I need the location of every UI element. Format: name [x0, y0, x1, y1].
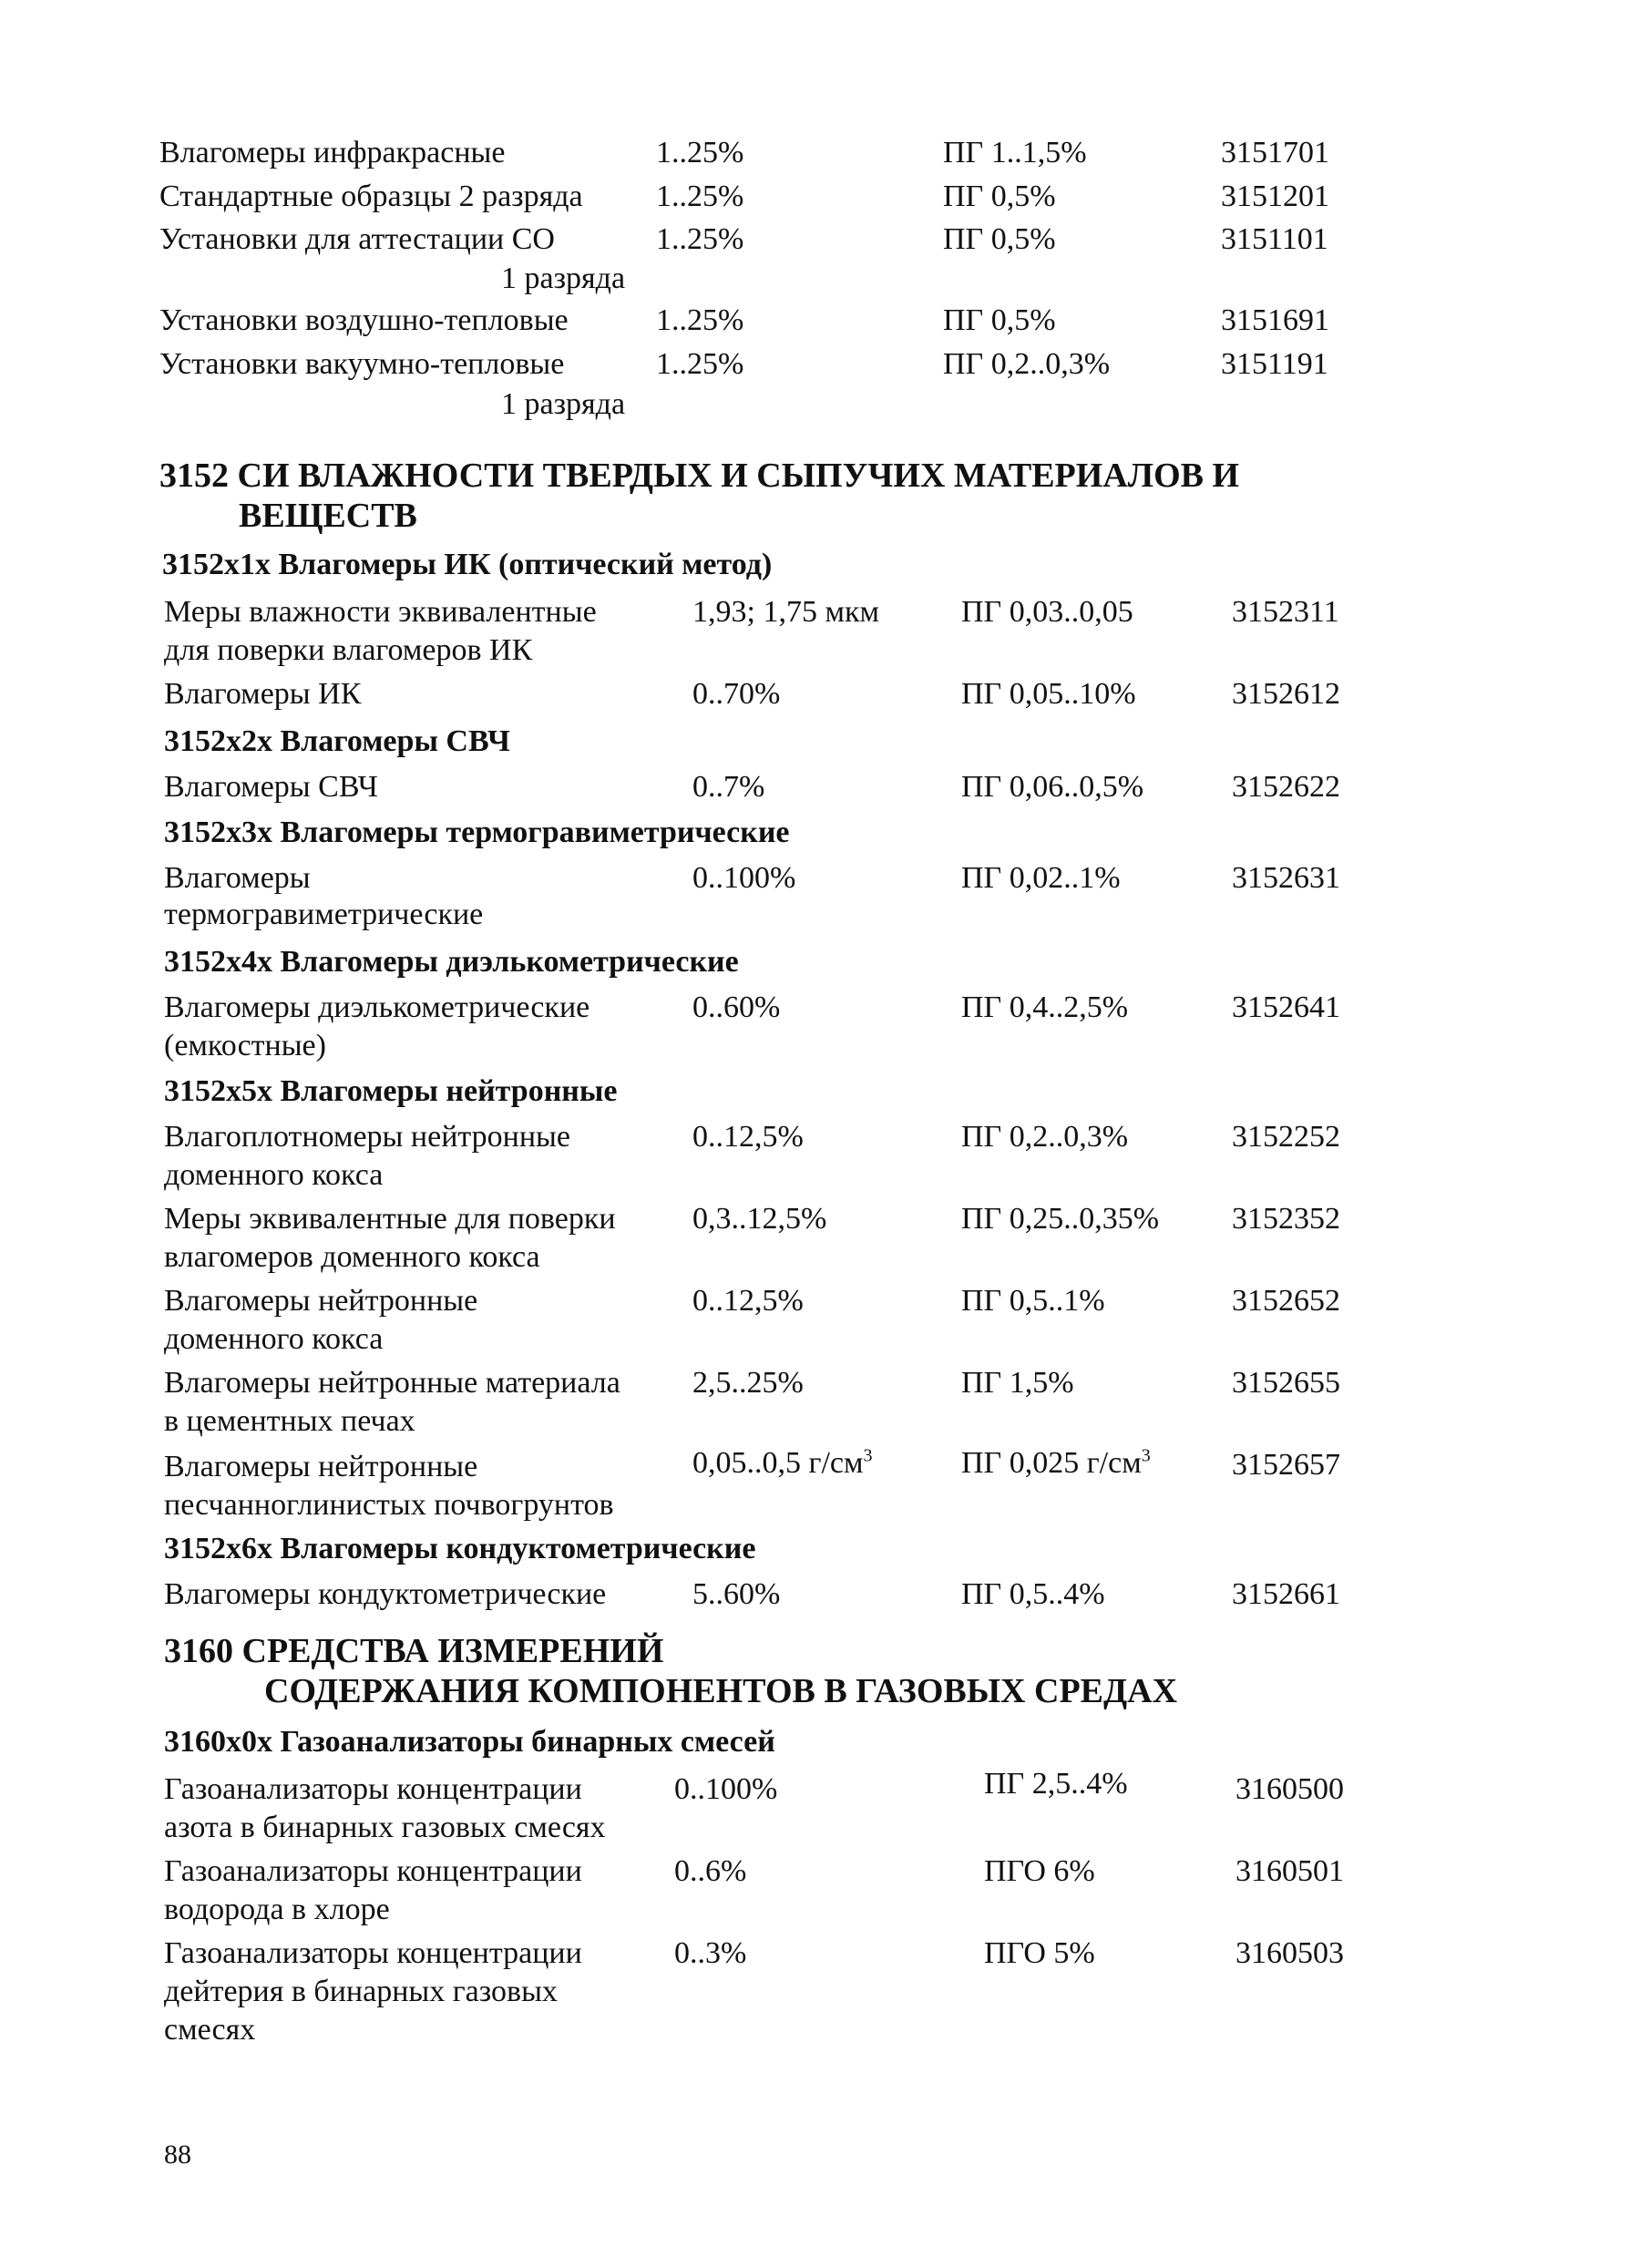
row-name: Влагомеры диэлькометрические [164, 990, 590, 1024]
row-accuracy: ПГ 0,4..2,5% [961, 990, 1129, 1024]
row-code: 3160501 [1235, 1854, 1344, 1888]
section-title-cont: СОДЕРЖАНИЯ КОМПОНЕНТОВ В ГАЗОВЫХ СРЕДАХ [264, 1672, 1178, 1710]
row-name: Газоанализаторы концентрации [164, 1936, 582, 1970]
row-accuracy: ПГО 6% [984, 1854, 1095, 1888]
row-code: 3151101 [1221, 222, 1328, 256]
row-range [692, 1445, 873, 1482]
row-range: 0..7% [692, 770, 765, 804]
row-name-cont: термогравиметрические [164, 898, 484, 931]
row-accuracy: ПГ 2,5..4% [984, 1767, 1128, 1801]
row-accuracy: ПГ 0,5..1% [961, 1284, 1105, 1318]
row-name: Меры эквивалентные для поверки [164, 1202, 616, 1236]
row-name-cont: 1 разряда [501, 262, 626, 295]
row-range: 1..25% [656, 180, 744, 213]
row-code: 3151191 [1221, 347, 1328, 381]
row-range: 1..25% [656, 347, 744, 381]
row-code: 3152311 [1232, 595, 1339, 629]
row-name-cont: песчанноглинистых почвогрунтов [164, 1488, 614, 1522]
row-code: 3152631 [1232, 861, 1340, 895]
subsection-title: 3152x4x Влагомеры диэлькометрические [164, 945, 739, 979]
row-name: Установки для аттестации СО [159, 222, 555, 256]
row-accuracy: ПГ 0,05..10% [961, 677, 1136, 711]
row-name-cont: азота в бинарных газовых смесях [164, 1811, 606, 1844]
row-range: 0..3% [674, 1936, 747, 1970]
row-code: 3160503 [1235, 1936, 1344, 1970]
range-text: 0,05..0,5 г/см [692, 1446, 864, 1480]
row-code: 3152652 [1232, 1284, 1340, 1318]
section-title-cont: ВЕЩЕСТВ [239, 497, 417, 535]
row-name: Влагомеры СВЧ [164, 770, 378, 804]
row-name: Влагомеры ИК [164, 677, 362, 711]
subsection-title: 3152x5x Влагомеры нейтронные [164, 1074, 618, 1108]
row-range: 5..60% [692, 1577, 781, 1611]
row-code: 3152622 [1232, 770, 1340, 804]
row-name-cont: влагомеров доменного кокса [164, 1240, 540, 1274]
row-accuracy: ПГ 0,06..0,5% [961, 770, 1144, 804]
row-name: Влагомеры нейтронные материала [164, 1366, 620, 1400]
row-name-cont: доменного кокса [164, 1158, 384, 1192]
row-accuracy: ПГ 1,5% [961, 1366, 1074, 1400]
row-code: 3152612 [1232, 677, 1340, 711]
row-range: 2,5..25% [692, 1366, 804, 1400]
row-code: 3152252 [1232, 1120, 1340, 1154]
accuracy-unit-superscript: 3 [1141, 1445, 1151, 1466]
subsection-title: 3152x3x Влагомеры термогравиметрические [164, 816, 790, 849]
row-accuracy [961, 1445, 1151, 1482]
row-range: 0..70% [692, 677, 781, 711]
row-accuracy: ПГ 0,5% [943, 180, 1056, 213]
row-accuracy: ПГ 0,2..0,3% [961, 1120, 1129, 1154]
section-title: 3152 СИ ВЛАЖНОСТИ ТВЕРДЫХ И СЫПУЧИХ МАТЕРИАЛОВ И [159, 457, 1240, 495]
subsection-title: 3152x2x Влагомеры СВЧ [164, 724, 510, 758]
subsection-title: 3152x1x Влагомеры ИК (оптический метод) [162, 548, 773, 581]
row-code: 3152352 [1232, 1202, 1340, 1236]
row-name: Меры влажности эквивалентные [164, 595, 597, 629]
row-range: 0..60% [692, 990, 781, 1024]
row-name: Стандартные образцы 2 разряда [159, 180, 583, 213]
row-range: 1..25% [656, 303, 744, 337]
row-accuracy: ПГ 1..1,5% [943, 136, 1087, 169]
row-name-cont: в цементных печах [164, 1404, 415, 1438]
row-code: 3152661 [1232, 1577, 1340, 1611]
row-name-cont: для поверки влагомеров ИК [164, 633, 533, 667]
row-name-cont: смесях [164, 2013, 256, 2047]
accuracy-text: ПГ 0,025 г/см [961, 1446, 1142, 1480]
row-range: 1,93; 1,75 мкм [692, 595, 879, 629]
row-range: 0..12,5% [692, 1284, 804, 1318]
row-range: 0..6% [674, 1854, 747, 1888]
row-code: 3152641 [1232, 990, 1340, 1024]
row-code: 3151691 [1221, 303, 1329, 337]
row-name: Влагомеры кондуктометрические [164, 1577, 607, 1611]
row-name: Влагомеры нейтронные [164, 1284, 478, 1318]
row-accuracy: ПГ 0,5% [943, 303, 1056, 337]
row-name-cont: водорода в хлоре [164, 1893, 390, 1926]
row-name: Влагоплотномеры нейтронные [164, 1120, 570, 1154]
row-accuracy: ПГ 0,5..4% [961, 1577, 1105, 1611]
row-accuracy: ПГ 0,2..0,3% [943, 347, 1111, 381]
row-name: Установки воздушно-тепловые [159, 303, 569, 337]
row-name-cont: дейтерия в бинарных газовых [164, 1975, 558, 2008]
row-range: 1..25% [656, 136, 744, 169]
row-accuracy: ПГ 0,03..0,05 [961, 595, 1133, 629]
row-code: 3160500 [1235, 1772, 1344, 1806]
row-range: 0..100% [674, 1772, 778, 1806]
row-name: Газоанализаторы концентрации [164, 1854, 582, 1888]
row-name: Установки вакуумно-тепловые [159, 347, 565, 381]
row-name: Влагомеры [164, 861, 311, 895]
subsection-title: 3152x6x Влагомеры кондуктометрические [164, 1532, 756, 1565]
row-code: 3151701 [1221, 136, 1329, 169]
row-accuracy: ПГО 5% [984, 1936, 1095, 1970]
row-range: 0,3..12,5% [692, 1202, 827, 1236]
subsection-title: 3160x0x Газоанализаторы бинарных смесей [164, 1725, 775, 1759]
row-range: 0..100% [692, 861, 796, 895]
row-accuracy: ПГ 0,5% [943, 222, 1056, 256]
row-name: Газоанализаторы концентрации [164, 1772, 582, 1806]
range-unit-superscript: 3 [863, 1445, 873, 1466]
page-number: 88 [164, 2140, 191, 2170]
row-code: 3152657 [1232, 1448, 1340, 1482]
row-code: 3151201 [1221, 180, 1329, 213]
row-name-cont: (емкостные) [164, 1029, 326, 1062]
row-name: Влагомеры инфракрасные [159, 136, 506, 169]
row-name-cont: доменного кокса [164, 1322, 384, 1356]
section-title: 3160 СРЕДСТВА ИЗМЕРЕНИЙ [164, 1632, 664, 1670]
row-name-cont: 1 разряда [501, 387, 626, 421]
row-range: 1..25% [656, 222, 744, 256]
row-name: Влагомеры нейтронные [164, 1450, 478, 1483]
row-range: 0..12,5% [692, 1120, 804, 1154]
row-accuracy: ПГ 0,25..0,35% [961, 1202, 1160, 1236]
row-code: 3152655 [1232, 1366, 1340, 1400]
row-accuracy: ПГ 0,02..1% [961, 861, 1121, 895]
